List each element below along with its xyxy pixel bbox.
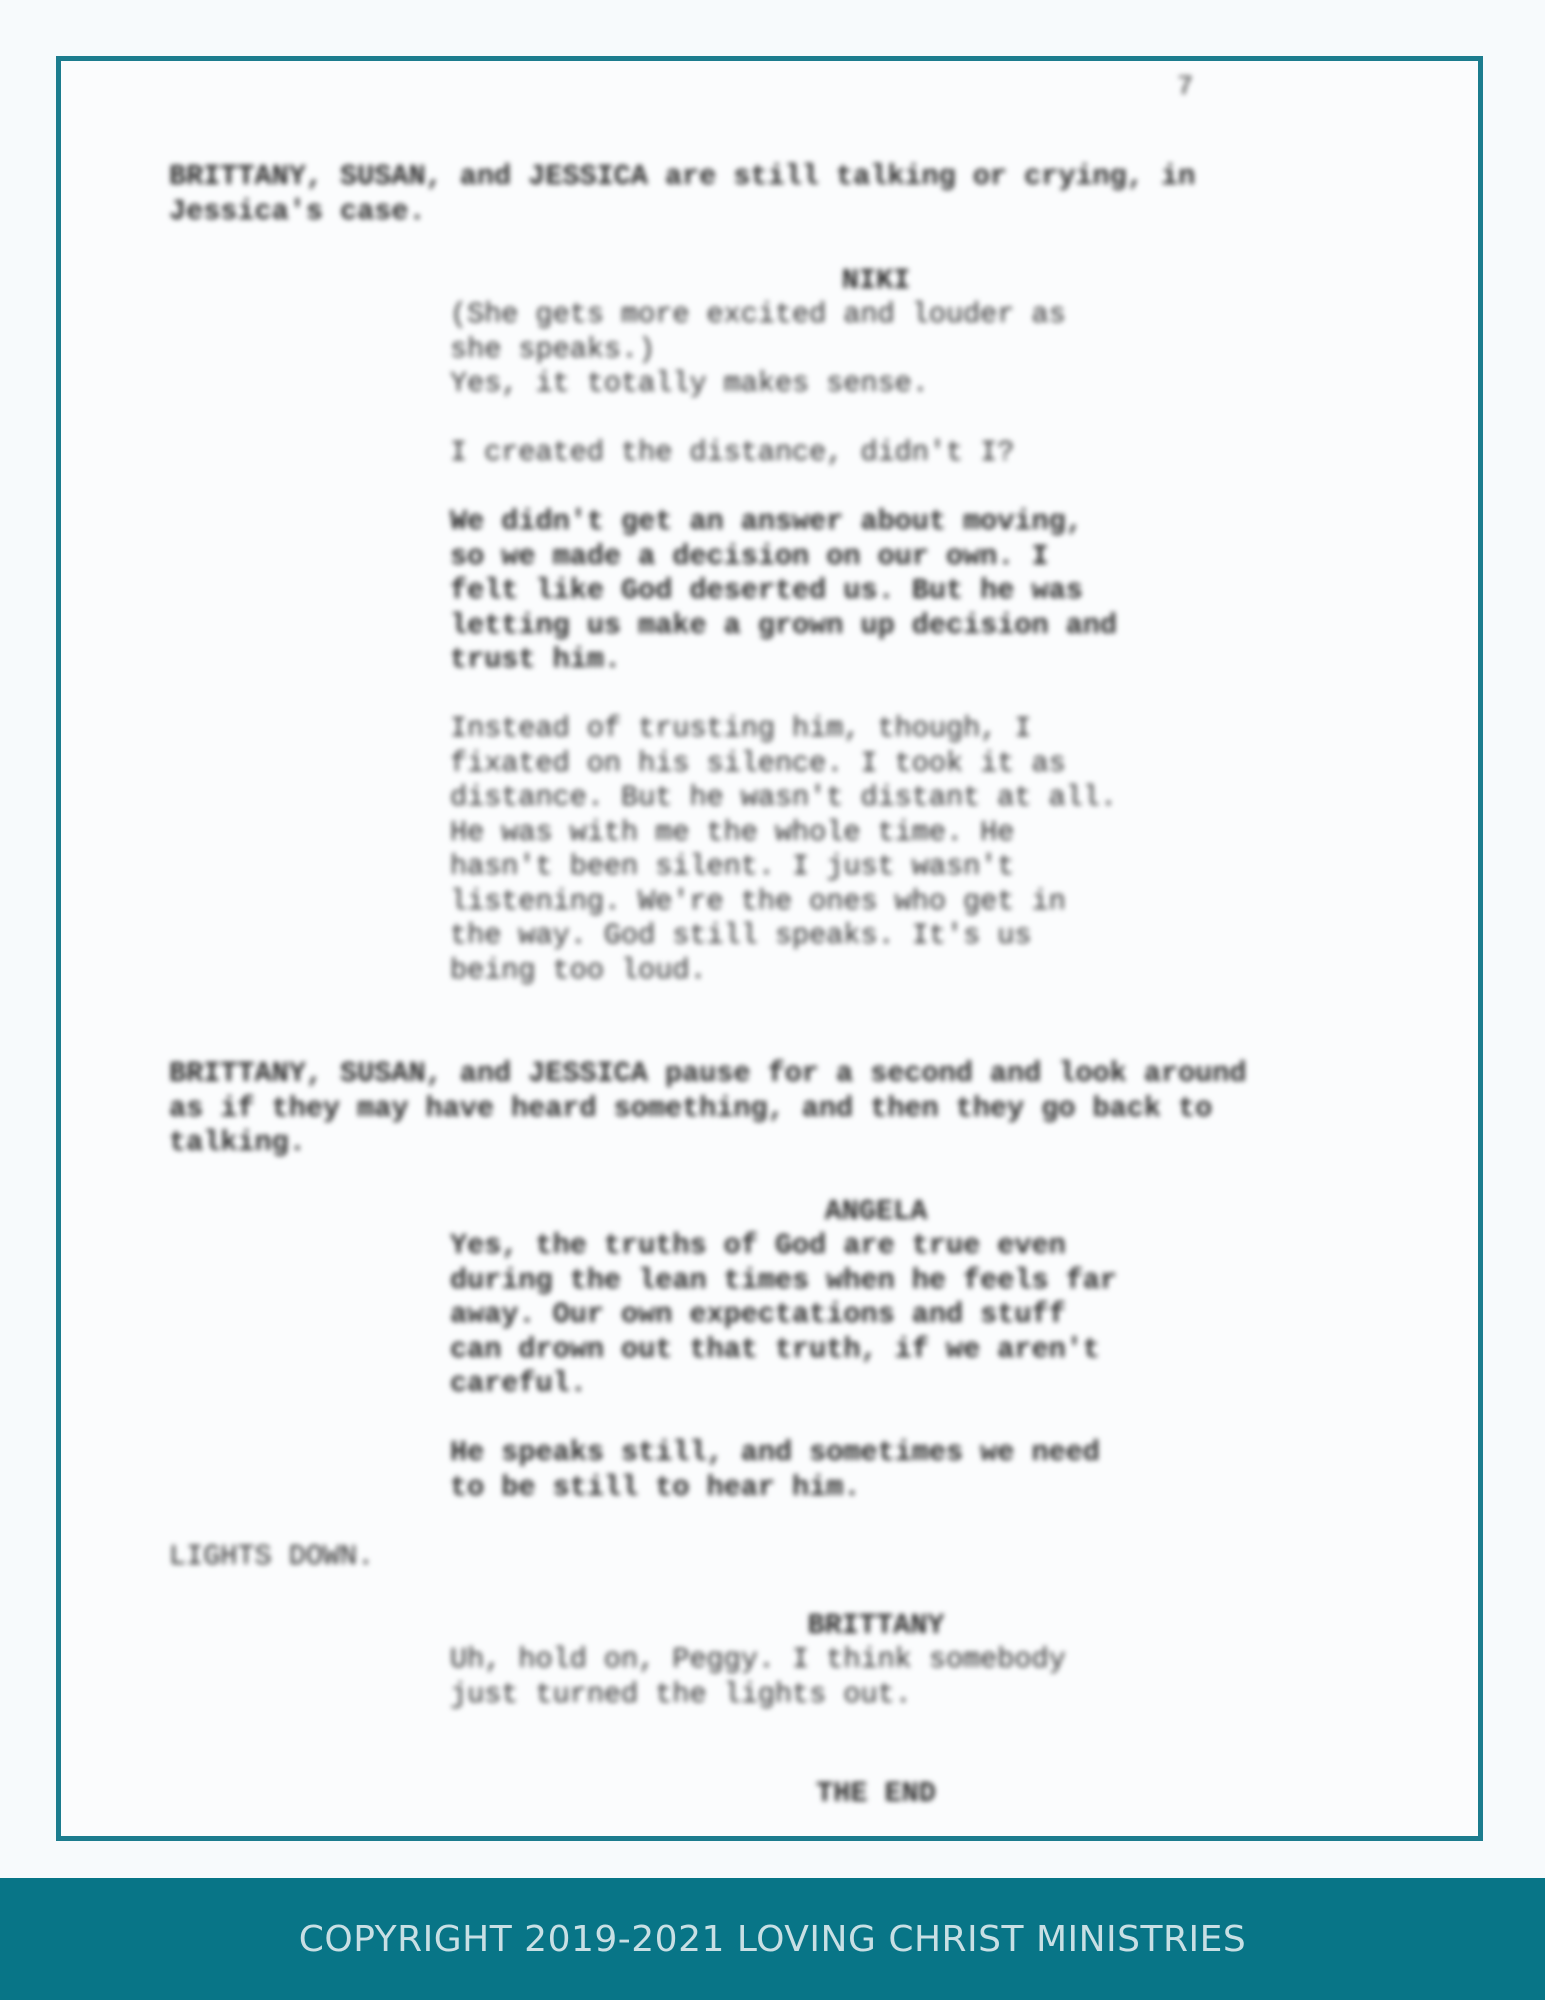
script-page-frame (56, 56, 1483, 1841)
dialogue: We didn't get an answer about moving, so we made a decision on our own. I felt like God deserted us. But he was letting us make a grown up decision and trust him. (450, 505, 1118, 676)
dialogue: Uh, hold on, Peggy. I think somebody just turned the lights out. (450, 1643, 1066, 1711)
script-page (61, 61, 1478, 1836)
the-end: THE END (816, 1777, 936, 1810)
dialogue: Yes, it totally makes sense. (450, 367, 929, 400)
parenthetical: (She gets more excited and louder as she speaks.) (450, 298, 1066, 366)
character-name-angela: ANGELA (824, 1195, 928, 1228)
action-line: BRITTANY, SUSAN, and JESSICA are still talking or crying, in Jessica's case. (169, 160, 1196, 228)
dialogue: Yes, the truths of God are true even during the lean times when he feels far away. Our own expectations and stuff can drown out that truth, if we aren't careful. (450, 1229, 1118, 1400)
footer-bar (0, 1878, 1545, 2000)
dialogue: Instead of trusting him, though, I fixated on his silence. I took it as distance. But he wasn't distant at all. He was with me the whole time. He hasn't been silent. I just wasn't listening. We're the ones who get in the way. God still speaks. It's us being too loud. (450, 712, 1118, 987)
copyright-text: COPYRIGHT 2019-2021 LOVING CHRIST MINISTRIES (298, 1918, 1247, 1960)
dialogue: He speaks still, and sometimes we need to be still to hear him. (450, 1436, 1100, 1504)
page-number: 7 (1177, 73, 1194, 103)
action-line: BRITTANY, SUSAN, and JESSICA pause for a second and look around as if they may have heard something, and then they go back to talking. (169, 1057, 1247, 1159)
dialogue: I created the distance, didn't I? (450, 436, 1015, 469)
character-name-niki: NIKI (841, 264, 911, 297)
character-name-brittany: BRITTANY (807, 1609, 945, 1642)
action-line: LIGHTS DOWN. (169, 1540, 375, 1573)
